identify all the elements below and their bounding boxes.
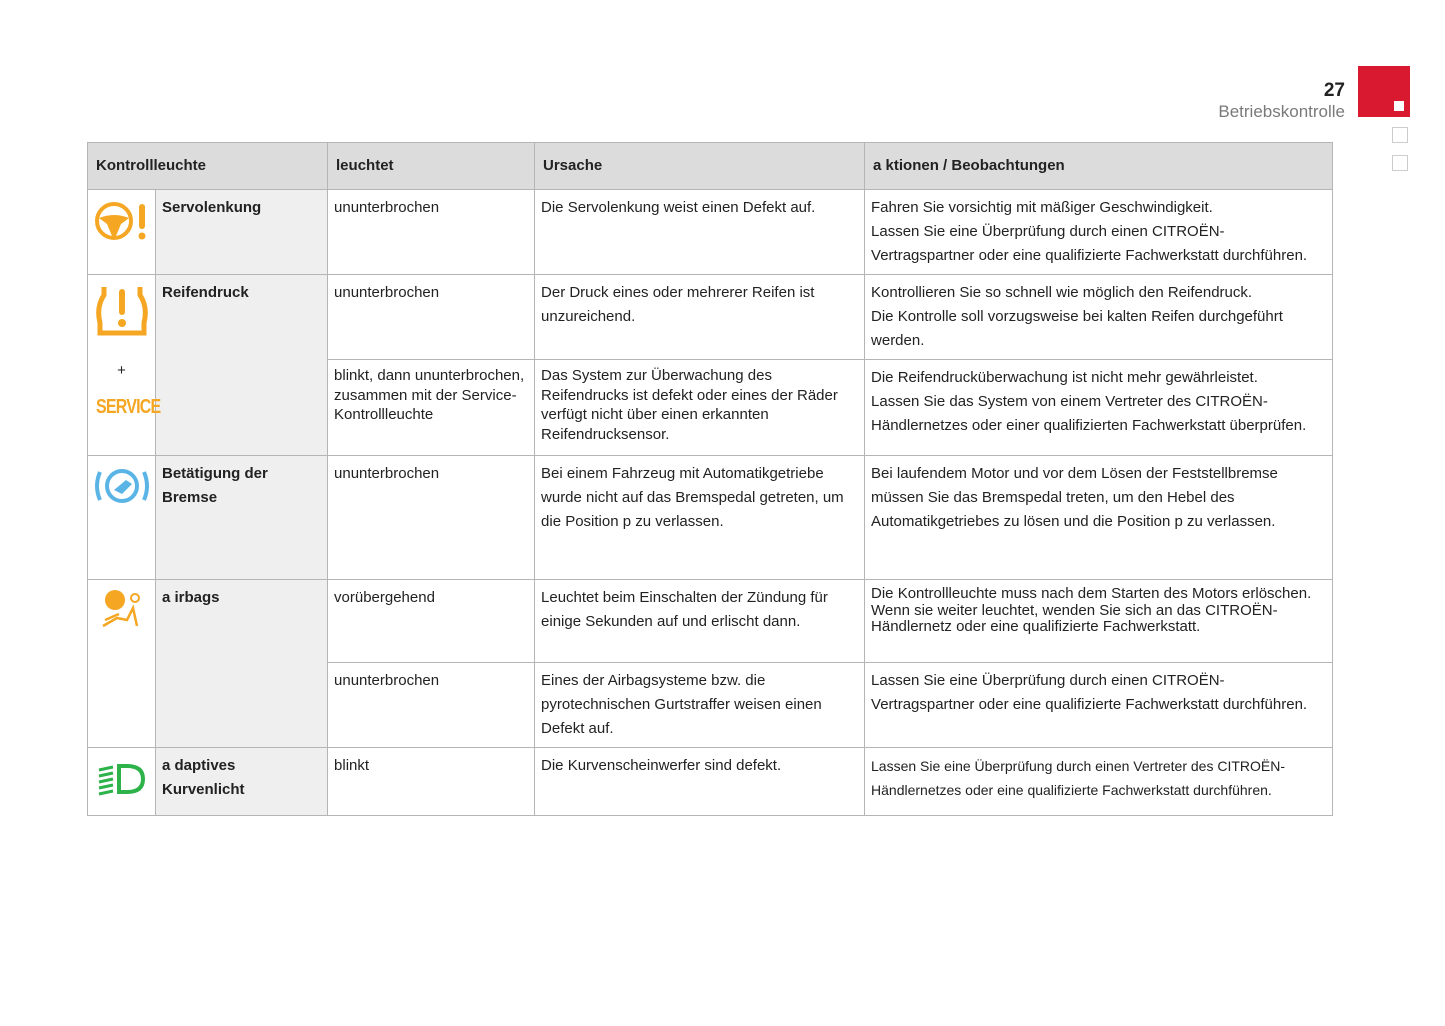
light-name: Betätigung der Bremse bbox=[156, 456, 328, 580]
action: Die Reifendrucküberwachung ist nicht mehr gewährleistet. Lassen Sie das System von einem Vertreter des CITROËN-Händlernetzes oder einer qualifizierten Fachwerkstatt überprüfen. bbox=[865, 360, 1333, 456]
light-name: a irbags bbox=[156, 580, 328, 748]
steering-warning-icon bbox=[88, 190, 156, 275]
action: Lassen Sie eine Überprüfung durch einen CITROËN-Vertragspartner oder eine qualifizierte Fachwerkstatt durchführen. bbox=[865, 663, 1333, 748]
col-header: leuchtet bbox=[328, 143, 535, 190]
cause: Das System zur Überwachung des Reifendrucks ist defekt oder eines der Räder verfügt nicht über einen erkannten Reifendrucksensor. bbox=[535, 360, 865, 456]
cause: Bei einem Fahrzeug mit Automatikgetriebe wurde nicht auf das Bremspedal getreten, um die Position p zu verlassen. bbox=[535, 456, 865, 580]
cause: Der Druck eines oder mehrerer Reifen ist unzureichend. bbox=[535, 275, 865, 360]
action: Lassen Sie eine Überprüfung durch einen Vertreter des CITROËN-Händlernetzes oder eine qualifizierte Fachwerkstatt durchführen. bbox=[865, 748, 1333, 816]
state: blinkt bbox=[328, 748, 535, 816]
light-name: Servolenkung bbox=[156, 190, 328, 275]
table-row bbox=[88, 456, 1333, 580]
table-row bbox=[88, 190, 1333, 275]
col-header: Kontrollleuchte bbox=[88, 143, 328, 190]
page-number: 27 bbox=[1323, 80, 1345, 101]
table-row bbox=[88, 275, 1333, 360]
airbag-icon bbox=[88, 580, 156, 748]
service-icon: SERVICE bbox=[96, 396, 161, 418]
tyre-pressure-cell bbox=[88, 275, 161, 456]
table-row bbox=[88, 580, 1333, 663]
cornering-light-icon bbox=[88, 748, 156, 816]
action: Bei laufendem Motor und vor dem Lösen der Feststellbremse müssen Sie das Bremspedal treten, um den Hebel des Automatikgetriebes zu lösen und die Position p zu verlassen. bbox=[865, 456, 1333, 580]
col-header: a ktionen / Beobachtungen bbox=[865, 143, 1333, 190]
state: blinkt, dann ununterbrochen, zusammen mit der Service-Kontrollleuchte bbox=[328, 360, 535, 456]
state: vorübergehend bbox=[328, 580, 535, 663]
action: Die Kontrollleuchte muss nach dem Starten des Motors erlöschen. Wenn sie weiter leuchtet, wenden Sie sich an das CITROËN-Händlernetz oder eine qualifizierte Fachwerkstatt. bbox=[865, 580, 1333, 663]
state: ununterbrochen bbox=[328, 190, 535, 275]
action: Kontrollieren Sie so schnell wie möglich den Reifendruck. Die Kontrolle soll vorzugsweise bei kalten Reifen durchgeführt werden. bbox=[865, 275, 1333, 360]
cause: Die Servolenkung weist einen Defekt auf. bbox=[535, 190, 865, 275]
action: Fahren Sie vorsichtig mit mäßiger Geschwindigkeit. Lassen Sie eine Überprüfung durch einen CITROËN-Vertragspartner oder eine qualifizierte Fachwerkstatt durchführen. bbox=[865, 190, 1333, 275]
state: ununterbrochen bbox=[328, 456, 535, 580]
warning-lights-table bbox=[87, 142, 1333, 816]
cause: Leuchtet beim Einschalten der Zündung für einige Sekunden auf und erlischt dann. bbox=[535, 580, 865, 663]
table-row bbox=[88, 748, 1333, 816]
col-header: Ursache bbox=[535, 143, 865, 190]
chapter-tab-empty[interactable] bbox=[1392, 127, 1408, 143]
state: ununterbrochen bbox=[328, 663, 535, 748]
cause: Die Kurvenscheinwerfer sind defekt. bbox=[535, 748, 865, 816]
cause: Eines der Airbagsysteme bzw. die pyrotechnischen Gurtstraffer weisen einen Defekt auf. bbox=[535, 663, 865, 748]
light-name: Reifendruck bbox=[156, 275, 328, 456]
plus-sign: + bbox=[117, 362, 126, 379]
tyre-pressure-icon bbox=[92, 283, 152, 339]
chapter-tab[interactable] bbox=[1358, 66, 1410, 117]
light-name: a daptives Kurvenlicht bbox=[156, 748, 328, 816]
state: ununterbrochen bbox=[328, 275, 535, 360]
section-title: Betriebskontrolle bbox=[1218, 102, 1345, 121]
brake-pedal-icon bbox=[88, 456, 156, 580]
chapter-tab-empty[interactable] bbox=[1392, 155, 1408, 171]
